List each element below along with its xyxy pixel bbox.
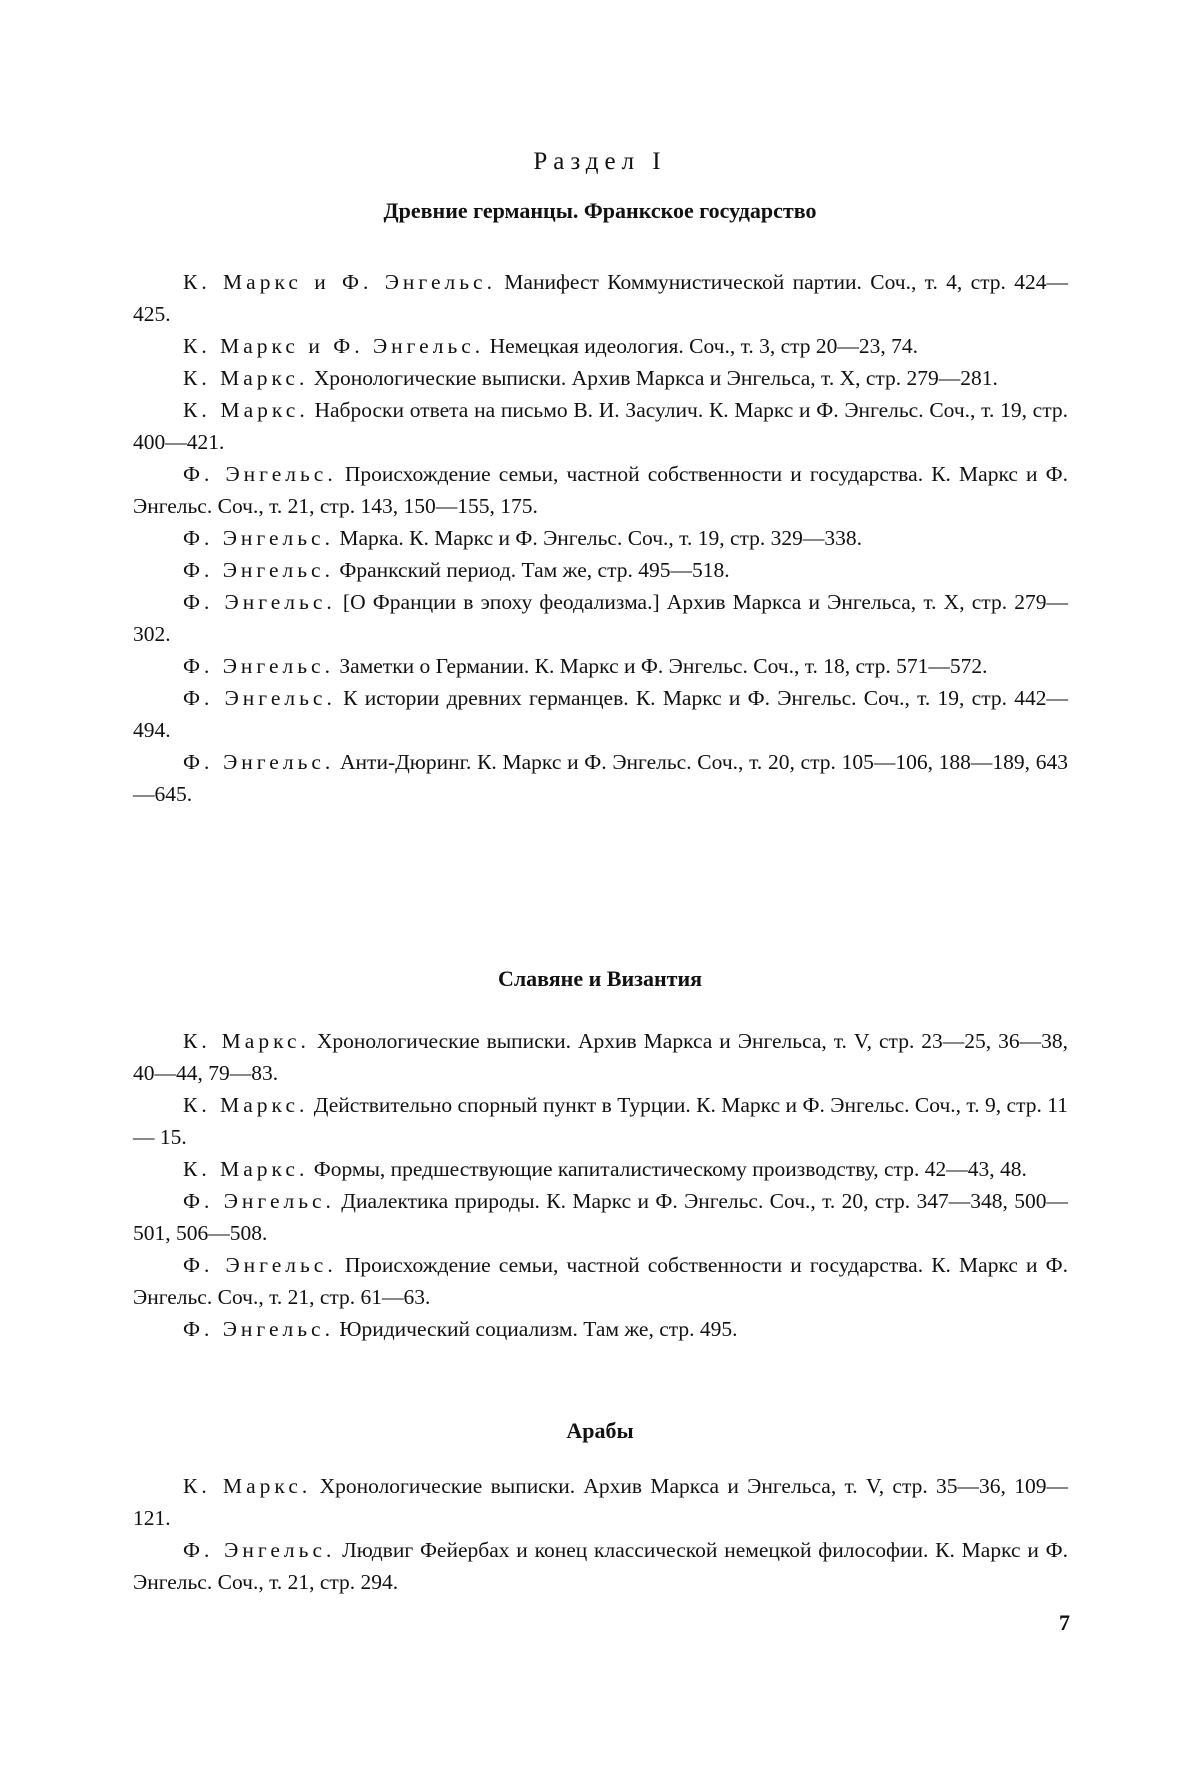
bibliography-entry [133,394,1068,458]
bibliography-entry [133,1470,1068,1534]
entry-author: Ф. Энгельс. [183,686,336,710]
entry-author: Ф. Энгельс. [183,1317,334,1341]
entry-text: Действительно спорный пункт в Турции. К. Маркс и Ф. Энгельс. Соч., т. 9, стр. 11 — 15. [133,1093,1068,1149]
bibliography-entry [133,554,1068,586]
entry-text: Анти-Дюринг. К. Маркс и Ф. Энгельс. Соч., т. 20, стр. 105—106, 188—189, 643—645. [133,750,1069,806]
entry-author: Ф. Энгельс. [183,654,334,678]
bibliography-entry [133,362,1068,394]
section-heading-germans: Древние германцы. Франкское государство [383,198,817,223]
entry-text: Диалектика природы. К. Маркс и Ф. Энгельс. Соч., т. 20, стр. 347—348, 500—501, 506—508. [133,1189,1068,1245]
entry-author: К. Маркс. [183,366,309,390]
entry-text: Заметки о Германии. К. Маркс и Ф. Энгельс. Соч., т. 18, стр. 571—572. [333,654,988,678]
bibliography-entry [133,1249,1068,1313]
entry-author: К. Маркс и Ф. Энгельс. [183,270,496,294]
entry-author: К. Маркс. [183,1474,312,1498]
entry-author: Ф. Энгельс. [183,750,335,774]
bibliography-entry [133,330,1068,362]
entry-text: Хронологические выписки. Архив Маркса и Энгельса, т. V, стр. 35—36, 109—121. [133,1474,1068,1530]
bibliography-entry [133,1313,1068,1345]
entries-arabs [133,1470,1068,1598]
entry-text: К истории древних германцев. К. Маркс и Ф. Энгельс. Соч., т. 19, стр. 442—494. [133,686,1068,742]
bibliography-entry [133,650,1068,682]
page-number: 7 [1059,1610,1070,1635]
entry-text: Франкский период. Там же, стр. 495—518. [333,558,730,582]
entry-author: К. Маркс и Ф. Энгельс. [183,334,485,358]
bibliography-entry [133,458,1068,522]
bibliography-entry [133,746,1068,810]
entry-author: Ф. Энгельс. [183,1538,336,1562]
entry-author: К. Маркс. [183,1029,310,1053]
entry-text: [О Франции в эпоху феодализма.] Архив Маркса и Энгельса, т. X, стр. 279—302. [133,590,1068,646]
bibliography-entry [133,522,1068,554]
entry-author: Ф. Энгельс. [183,590,336,614]
entry-author: Ф. Энгельс. [183,526,334,550]
bibliography-entry [133,1025,1068,1089]
entry-text: Наброски ответа на письмо В. И. Засулич. К. Маркс и Ф. Энгельс. Соч., т. 19, стр. 400—421. [133,398,1069,454]
entry-text: Происхождение семьи, частной собственности и государства. К. Маркс и Ф. Энгельс. Соч., т. 21, стр. 61—63. [133,1253,1069,1309]
entry-author: Ф. Энгельс. [183,1189,335,1213]
entry-author: Ф. Энгельс. [183,1253,337,1277]
entry-text: Хронологические выписки. Архив Маркса и Энгельса, т. X, стр. 279—281. [308,366,998,390]
entries-germans [133,266,1068,810]
bibliography-entry [133,1089,1068,1153]
entry-author: Ф. Энгельс. [183,558,334,582]
entry-author: К. Маркс. [183,398,309,422]
entries-slavs [133,1025,1068,1345]
entry-text: Происхождение семьи, частной собственности и государства. К. Маркс и Ф. Энгельс. Соч., т. 21, стр. 143, 150—155, 175. [133,462,1069,518]
bibliography-entry [133,586,1068,650]
entry-text: Немецкая идеология. Соч., т. 3, стр 20—23, 74. [484,334,919,358]
section-heading-arabs: Арабы [566,1418,634,1443]
entry-text: Людвиг Фейербах и конец классической немецкой философии. К. Маркс и Ф. Энгельс. Соч., т. 21, стр. 294. [133,1538,1068,1594]
section-heading-slavs: Славяне и Византия [497,966,703,991]
bibliography-entry [133,266,1068,330]
bibliography-entry [133,682,1068,746]
bibliography-entry [133,1185,1068,1249]
entry-text: Формы, предшествующие капиталистическому производству, стр. 42—43, 48. [308,1157,1027,1181]
bibliography-entry [133,1534,1068,1598]
entry-text: Хронологические выписки. Архив Маркса и Энгельса, т. V, стр. 23—25, 36—38, 40—44, 79—83. [133,1029,1068,1085]
entry-author: К. Маркс. [183,1093,309,1117]
entry-author: К. Маркс. [183,1157,309,1181]
entry-text: Манифест Коммунистической партии. Соч., т. 4, стр. 424—425. [133,270,1068,326]
entry-author: Ф. Энгельс. [183,462,337,486]
bibliography-entry [133,1153,1068,1185]
entry-text: Марка. К. Маркс и Ф. Энгельс. Соч., т. 19, стр. 329—338. [333,526,863,550]
entry-text: Юридический социализм. Там же, стр. 495. [333,1317,738,1341]
section-label: Раздел I [533,148,667,175]
